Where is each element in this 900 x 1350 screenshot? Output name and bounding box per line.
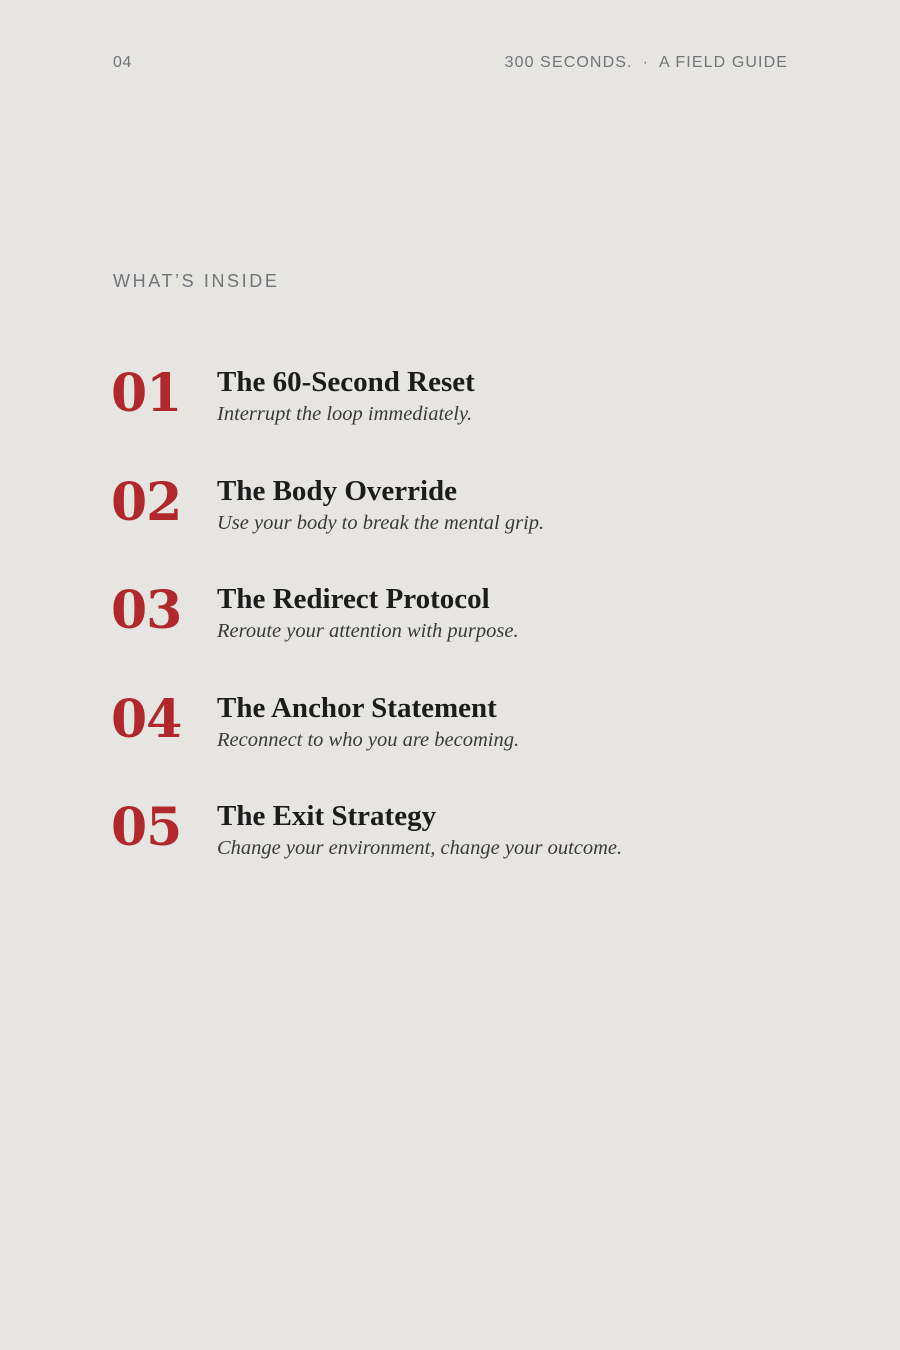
toc-entry-title: The Redirect Protocol (217, 583, 490, 615)
toc-entry (111, 690, 791, 799)
toc-entry-title: The 60-Second Reset (217, 366, 475, 398)
toc-entry (111, 364, 791, 473)
toc-entry-number: 05 (111, 797, 182, 858)
toc-entry-subtitle: Change your environment, change your outcome. (217, 837, 623, 859)
running-head (505, 54, 788, 72)
toc-entry-subtitle: Interrupt the loop immediately. (217, 403, 473, 425)
toc-entry-title: The Anchor Statement (217, 691, 497, 724)
toc-entry-subtitle: Use your body to break the mental grip. (217, 511, 545, 534)
toc-entry-title: The Exit Strategy (217, 800, 437, 832)
toc-entry-number: 01 (111, 363, 182, 424)
toc-entry-number: 03 (111, 580, 182, 641)
toc-entry (111, 473, 791, 582)
toc-entry-subtitle: Reconnect to who you are becoming. (217, 728, 520, 751)
page-number: 04 (113, 54, 132, 71)
running-head-separator: · (642, 54, 649, 71)
running-title: 300 SECONDS. (504, 54, 633, 71)
toc-entry (111, 581, 791, 690)
toc-entry-title: The Body Override (217, 474, 458, 507)
section-label: WHAT’S INSIDE (113, 271, 280, 291)
running-subtitle: A FIELD GUIDE (659, 54, 788, 71)
toc-entry (111, 798, 791, 907)
toc-entry-subtitle: Reroute your attention with purpose. (217, 620, 519, 642)
toc-entry-number: 02 (111, 471, 182, 533)
toc-entry-number: 04 (111, 688, 182, 750)
table-of-contents (111, 364, 791, 907)
